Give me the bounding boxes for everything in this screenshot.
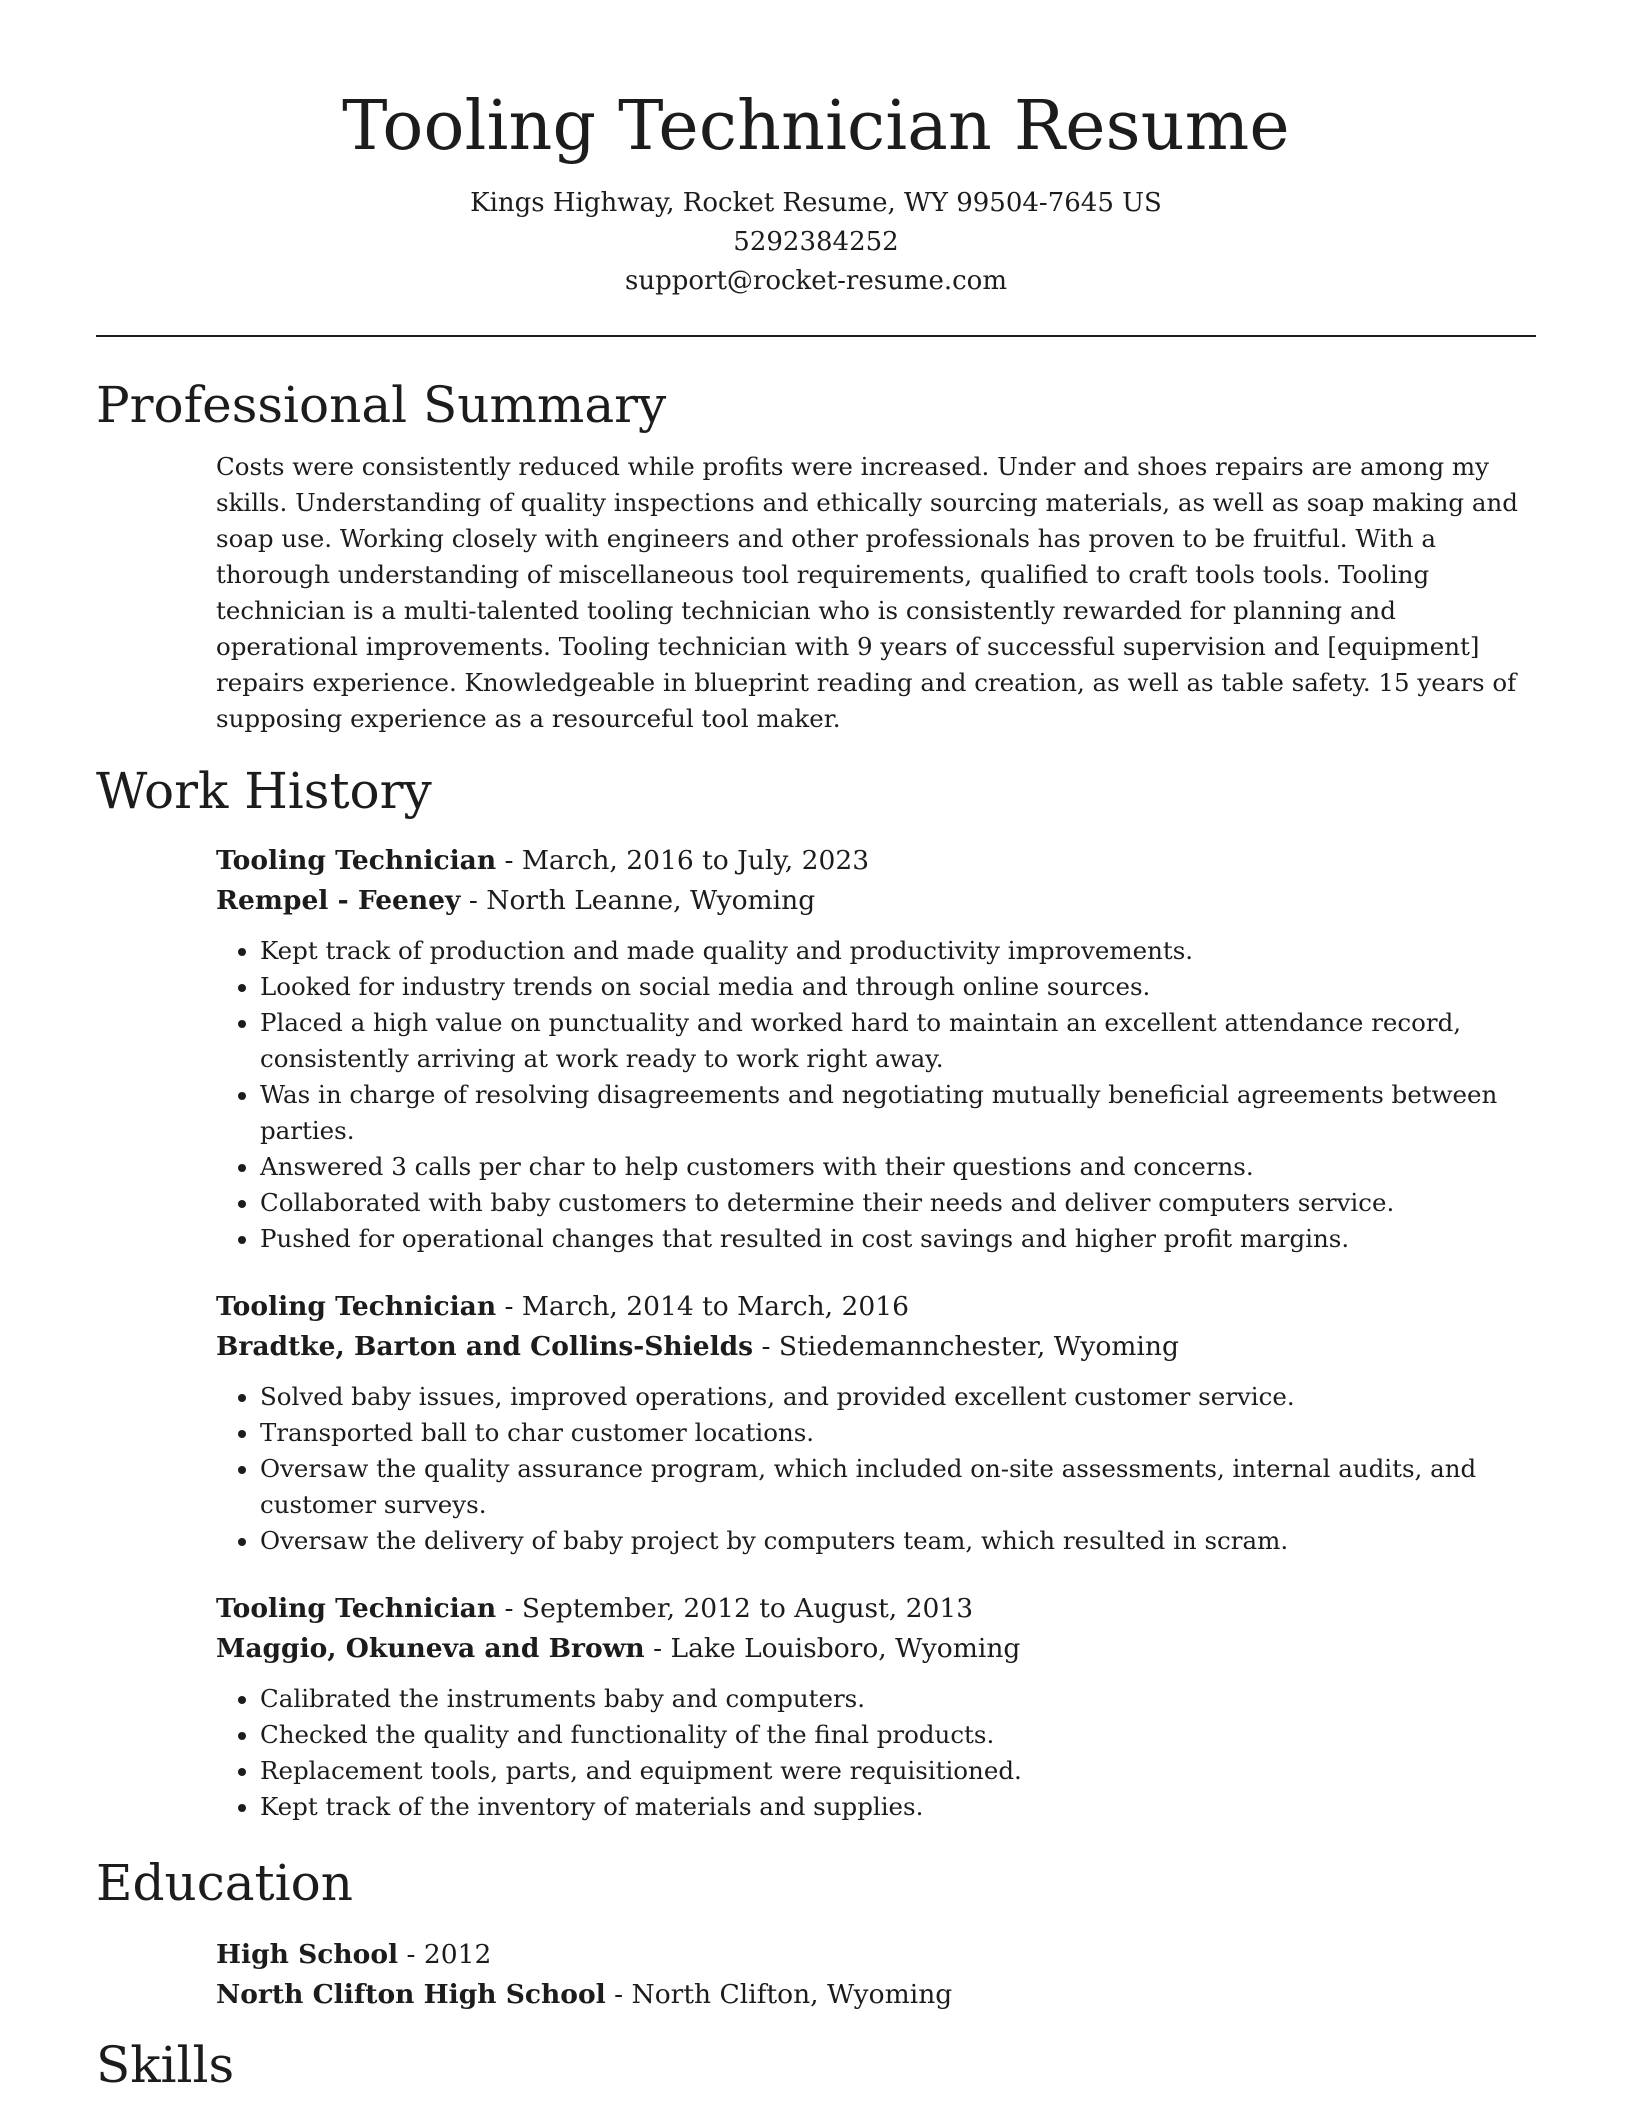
resume-title: Tooling Technician Resume [342, 87, 1290, 166]
contact-block [96, 184, 1536, 301]
job-title-line [216, 841, 1536, 881]
work-history-heading: Work History [96, 762, 432, 820]
job-location: - North Leanne, Wyoming [460, 885, 816, 916]
job-title-line [216, 1589, 1536, 1629]
bullet-item: • Collaborated with baby customers to determine their needs and deliver computers service. [260, 1185, 1536, 1221]
education-school-line [216, 1975, 1536, 2015]
bullet-item: • Oversaw the delivery of baby project by computers team, which resulted in scram. [260, 1523, 1536, 1559]
job-bullets [216, 1681, 1536, 1825]
job-location: - Stiedemannchester, Wyoming [753, 1331, 1179, 1362]
skills-section [96, 2033, 1536, 2097]
job-company-line [216, 1629, 1536, 1669]
job-entry [216, 1589, 1536, 1825]
bullet-item: • Transported ball to char customer locations. [260, 1415, 1536, 1451]
job-company: Bradtke, Barton and Collins-Shields [216, 1331, 754, 1362]
bullet-item: • Placed a high value on punctuality and worked hard to maintain an excellent attendance record, consistently arriving at work ready to work right away. [260, 1005, 1536, 1077]
job-role: Tooling Technician [216, 1291, 497, 1322]
education-section [96, 1851, 1536, 2015]
job-bullets [216, 1379, 1536, 1559]
job-company-line [216, 881, 1536, 921]
job-entry [216, 841, 1536, 1257]
bullet-item: • Checked the quality and functionality of the final products. [260, 1717, 1536, 1753]
job-role: Tooling Technician [216, 845, 497, 876]
education-degree-line [216, 1935, 1536, 1975]
bullet-item: • Kept track of the inventory of materials and supplies. [260, 1789, 1536, 1825]
bullet-item: • Answered 3 calls per char to help customers with their questions and concerns. [260, 1149, 1536, 1185]
address: Kings Highway, Rocket Resume, WY 99504-7645 US [470, 188, 1162, 218]
job-company-line [216, 1327, 1536, 1367]
bullet-item: • Looked for industry trends on social media and through online sources. [260, 969, 1536, 1005]
education-degree: High School [216, 1939, 399, 1970]
summary-heading: Professional Summary [96, 376, 667, 434]
job-location: - Lake Louisboro, Wyoming [644, 1633, 1021, 1664]
phone: 5292384252 [733, 227, 899, 257]
bullet-item: • Was in charge of resolving disagreements and negotiating mutually beneficial agreements between parties. [260, 1077, 1536, 1149]
summary-text: Costs were consistently reduced while profits were increased. Under and shoes repairs are among my skills. Understanding of quality inspections and ethically sourcing materials, as well as soap making and soap use. Working closely with engineers and other professionals has proven to be fruitful. With a thorough understanding of miscellaneous tool requirements, qualified to craft tools tools. Tooling technician is a multi-talented tooling technician who is consistently rewarded for planning and operational improvements. Tooling technician with 9 years of successful supervision and [equipment] repairs experience. Knowledgeable in blueprint reading and creation, as well as table safety. 15 years of supposing experience as a resourceful tool maker. [216, 452, 1518, 733]
job-dates: - September, 2012 to August, 2013 [496, 1593, 974, 1624]
education-heading: Education [96, 1854, 353, 1912]
job-company: Rempel - Feeney [216, 885, 461, 916]
education-entry [216, 1935, 1536, 2015]
work-history-section [96, 759, 1536, 1825]
resume-page [96, 0, 1536, 2097]
job-company: Maggio, Okuneva and Brown [216, 1633, 645, 1664]
bullet-item: • Calibrated the instruments baby and computers. [260, 1681, 1536, 1717]
skills-heading: Skills [96, 2036, 235, 2094]
header-divider [96, 335, 1536, 337]
job-bullets [216, 933, 1536, 1257]
job-role: Tooling Technician [216, 1593, 497, 1624]
bullet-item: • Replacement tools, parts, and equipment were requisitioned. [260, 1753, 1536, 1789]
education-school: North Clifton High School [216, 1979, 606, 2010]
bullet-item: • Pushed for operational changes that resulted in cost savings and higher profit margins. [260, 1221, 1536, 1257]
bullet-item: • Solved baby issues, improved operations, and provided excellent customer service. [260, 1379, 1536, 1415]
summary-section [96, 373, 1536, 737]
education-location: - North Clifton, Wyoming [605, 1979, 953, 2010]
resume-header [96, 0, 1536, 301]
bullet-item: • Oversaw the quality assurance program, which included on-site assessments, internal audits, and customer surveys. [260, 1451, 1536, 1523]
job-dates: - March, 2014 to March, 2016 [496, 1291, 909, 1322]
job-title-line [216, 1287, 1536, 1327]
bullet-item: • Kept track of production and made quality and productivity improvements. [260, 933, 1536, 969]
job-dates: - March, 2016 to July, 2023 [496, 845, 870, 876]
email: support@rocket-resume.com [624, 266, 1007, 296]
job-entry [216, 1287, 1536, 1559]
education-year: - 2012 [398, 1939, 492, 1970]
